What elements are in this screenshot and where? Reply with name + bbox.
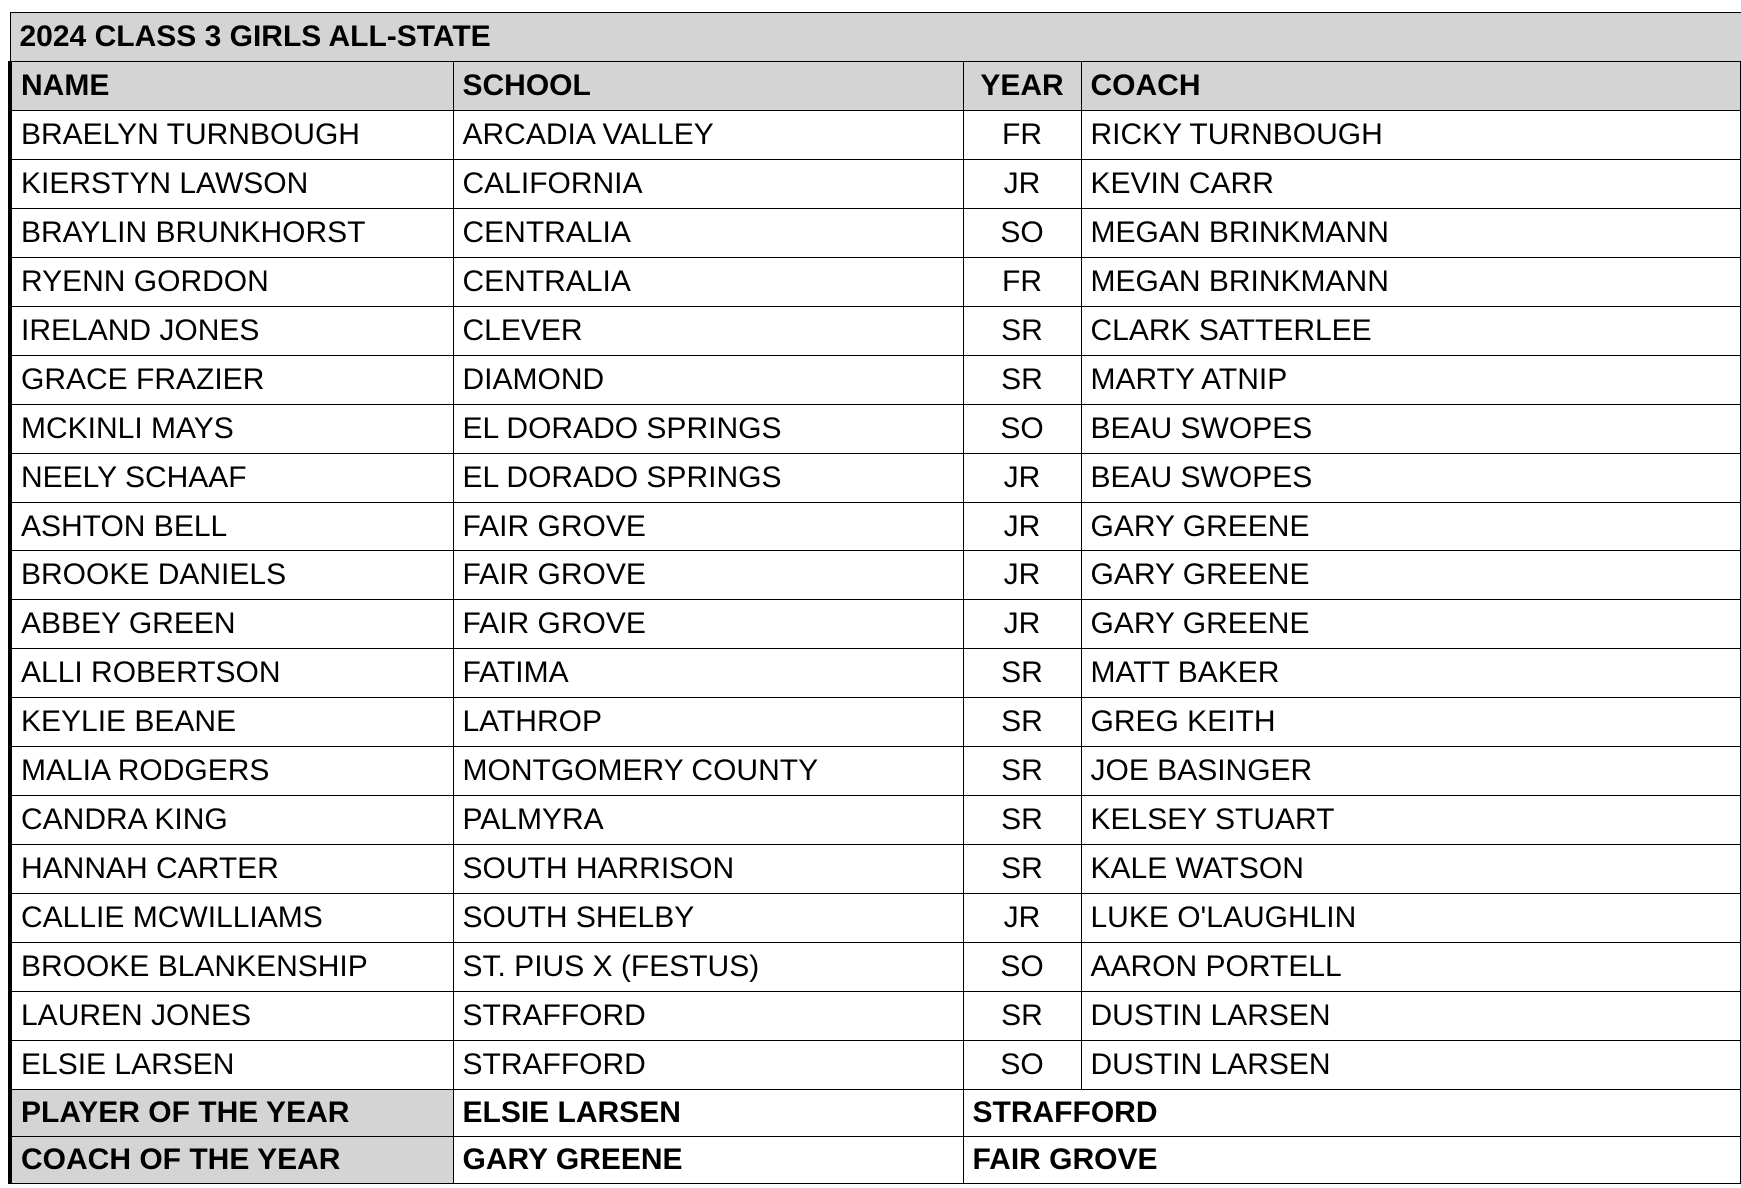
player-school: CENTRALIA bbox=[453, 257, 963, 306]
player-school: FAIR GROVE bbox=[453, 600, 963, 649]
player-coach: CLARK SATTERLEE bbox=[1081, 306, 1741, 355]
header-year: YEAR bbox=[963, 61, 1081, 110]
player-coach: MARTY ATNIP bbox=[1081, 355, 1741, 404]
award-person: ELSIE LARSEN bbox=[453, 1089, 963, 1136]
header-name: NAME bbox=[10, 61, 453, 110]
player-name: HANNAH CARTER bbox=[10, 845, 453, 894]
table-row bbox=[10, 894, 1741, 943]
player-year: SO bbox=[963, 943, 1081, 992]
table-row bbox=[10, 208, 1741, 257]
player-coach: KALE WATSON bbox=[1081, 845, 1741, 894]
table-row bbox=[10, 992, 1741, 1041]
table-row bbox=[10, 404, 1741, 453]
player-name: GRACE FRAZIER bbox=[10, 355, 453, 404]
player-coach: KEVIN CARR bbox=[1081, 159, 1741, 208]
table-row bbox=[10, 502, 1741, 551]
player-school: DIAMOND bbox=[453, 355, 963, 404]
table-row bbox=[10, 845, 1741, 894]
player-name: ABBEY GREEN bbox=[10, 600, 453, 649]
table-row bbox=[10, 649, 1741, 698]
table-title: 2024 CLASS 3 GIRLS ALL-STATE bbox=[10, 13, 1741, 62]
player-name: MCKINLI MAYS bbox=[10, 404, 453, 453]
player-school: EL DORADO SPRINGS bbox=[453, 404, 963, 453]
player-coach: GREG KEITH bbox=[1081, 698, 1741, 747]
player-school: FATIMA bbox=[453, 649, 963, 698]
table-row bbox=[10, 747, 1741, 796]
player-coach: GARY GREENE bbox=[1081, 502, 1741, 551]
player-year: SO bbox=[963, 208, 1081, 257]
award-school: STRAFFORD bbox=[963, 1089, 1741, 1136]
player-year: SR bbox=[963, 747, 1081, 796]
award-row bbox=[10, 1136, 1741, 1183]
player-name: ALLI ROBERTSON bbox=[10, 649, 453, 698]
player-name: BROOKE BLANKENSHIP bbox=[10, 943, 453, 992]
player-year: SR bbox=[963, 992, 1081, 1041]
player-name: CANDRA KING bbox=[10, 796, 453, 845]
player-school: SOUTH SHELBY bbox=[453, 894, 963, 943]
player-coach: MEGAN BRINKMANN bbox=[1081, 208, 1741, 257]
player-coach: DUSTIN LARSEN bbox=[1081, 992, 1741, 1041]
award-label: COACH OF THE YEAR bbox=[10, 1136, 453, 1183]
player-year: SR bbox=[963, 355, 1081, 404]
player-coach: JOE BASINGER bbox=[1081, 747, 1741, 796]
player-name: BRAYLIN BRUNKHORST bbox=[10, 208, 453, 257]
award-label: PLAYER OF THE YEAR bbox=[10, 1089, 453, 1136]
player-school: CENTRALIA bbox=[453, 208, 963, 257]
table-row bbox=[10, 110, 1741, 159]
player-year: SR bbox=[963, 306, 1081, 355]
player-name: ASHTON BELL bbox=[10, 502, 453, 551]
player-year: JR bbox=[963, 551, 1081, 600]
player-name: BROOKE DANIELS bbox=[10, 551, 453, 600]
player-name: NEELY SCHAAF bbox=[10, 453, 453, 502]
header-row bbox=[10, 61, 1741, 110]
player-year: SO bbox=[963, 404, 1081, 453]
title-row bbox=[10, 13, 1741, 62]
award-school: FAIR GROVE bbox=[963, 1136, 1741, 1183]
player-school: LATHROP bbox=[453, 698, 963, 747]
player-school: FAIR GROVE bbox=[453, 502, 963, 551]
table-row bbox=[10, 1041, 1741, 1090]
player-school: PALMYRA bbox=[453, 796, 963, 845]
player-coach: RICKY TURNBOUGH bbox=[1081, 110, 1741, 159]
player-year: SO bbox=[963, 1041, 1081, 1090]
player-coach: GARY GREENE bbox=[1081, 551, 1741, 600]
player-coach: MATT BAKER bbox=[1081, 649, 1741, 698]
player-year: SR bbox=[963, 796, 1081, 845]
table-row bbox=[10, 306, 1741, 355]
player-year: FR bbox=[963, 110, 1081, 159]
player-name: LAUREN JONES bbox=[10, 992, 453, 1041]
player-year: SR bbox=[963, 649, 1081, 698]
player-year: SR bbox=[963, 698, 1081, 747]
table-row bbox=[10, 453, 1741, 502]
player-name: IRELAND JONES bbox=[10, 306, 453, 355]
player-school: STRAFFORD bbox=[453, 992, 963, 1041]
player-year: JR bbox=[963, 502, 1081, 551]
player-name: BRAELYN TURNBOUGH bbox=[10, 110, 453, 159]
player-coach: BEAU SWOPES bbox=[1081, 453, 1741, 502]
player-school: MONTGOMERY COUNTY bbox=[453, 747, 963, 796]
player-name: ELSIE LARSEN bbox=[10, 1041, 453, 1090]
award-person: GARY GREENE bbox=[453, 1136, 963, 1183]
player-school: EL DORADO SPRINGS bbox=[453, 453, 963, 502]
player-coach: MEGAN BRINKMANN bbox=[1081, 257, 1741, 306]
all-state-table bbox=[8, 12, 1741, 1184]
player-coach: DUSTIN LARSEN bbox=[1081, 1041, 1741, 1090]
table-row bbox=[10, 551, 1741, 600]
table-row bbox=[10, 355, 1741, 404]
header-school: SCHOOL bbox=[453, 61, 963, 110]
player-coach: GARY GREENE bbox=[1081, 600, 1741, 649]
player-school: ARCADIA VALLEY bbox=[453, 110, 963, 159]
player-year: SR bbox=[963, 845, 1081, 894]
player-year: FR bbox=[963, 257, 1081, 306]
player-school: CALIFORNIA bbox=[453, 159, 963, 208]
player-school: CLEVER bbox=[453, 306, 963, 355]
table-row bbox=[10, 943, 1741, 992]
player-coach: BEAU SWOPES bbox=[1081, 404, 1741, 453]
player-school: ST. PIUS X (FESTUS) bbox=[453, 943, 963, 992]
table-row bbox=[10, 159, 1741, 208]
player-coach: AARON PORTELL bbox=[1081, 943, 1741, 992]
header-coach: COACH bbox=[1081, 61, 1741, 110]
player-school: SOUTH HARRISON bbox=[453, 845, 963, 894]
player-year: JR bbox=[963, 453, 1081, 502]
player-school: STRAFFORD bbox=[453, 1041, 963, 1090]
player-school: FAIR GROVE bbox=[453, 551, 963, 600]
table-row bbox=[10, 796, 1741, 845]
player-year: JR bbox=[963, 600, 1081, 649]
player-coach: KELSEY STUART bbox=[1081, 796, 1741, 845]
player-year: JR bbox=[963, 894, 1081, 943]
player-name: RYENN GORDON bbox=[10, 257, 453, 306]
award-row bbox=[10, 1089, 1741, 1136]
table-row bbox=[10, 257, 1741, 306]
player-year: JR bbox=[963, 159, 1081, 208]
table-row bbox=[10, 600, 1741, 649]
player-name: CALLIE MCWILLIAMS bbox=[10, 894, 453, 943]
player-coach: LUKE O'LAUGHLIN bbox=[1081, 894, 1741, 943]
table-row bbox=[10, 698, 1741, 747]
player-name: KEYLIE BEANE bbox=[10, 698, 453, 747]
player-name: KIERSTYN LAWSON bbox=[10, 159, 453, 208]
player-name: MALIA RODGERS bbox=[10, 747, 453, 796]
